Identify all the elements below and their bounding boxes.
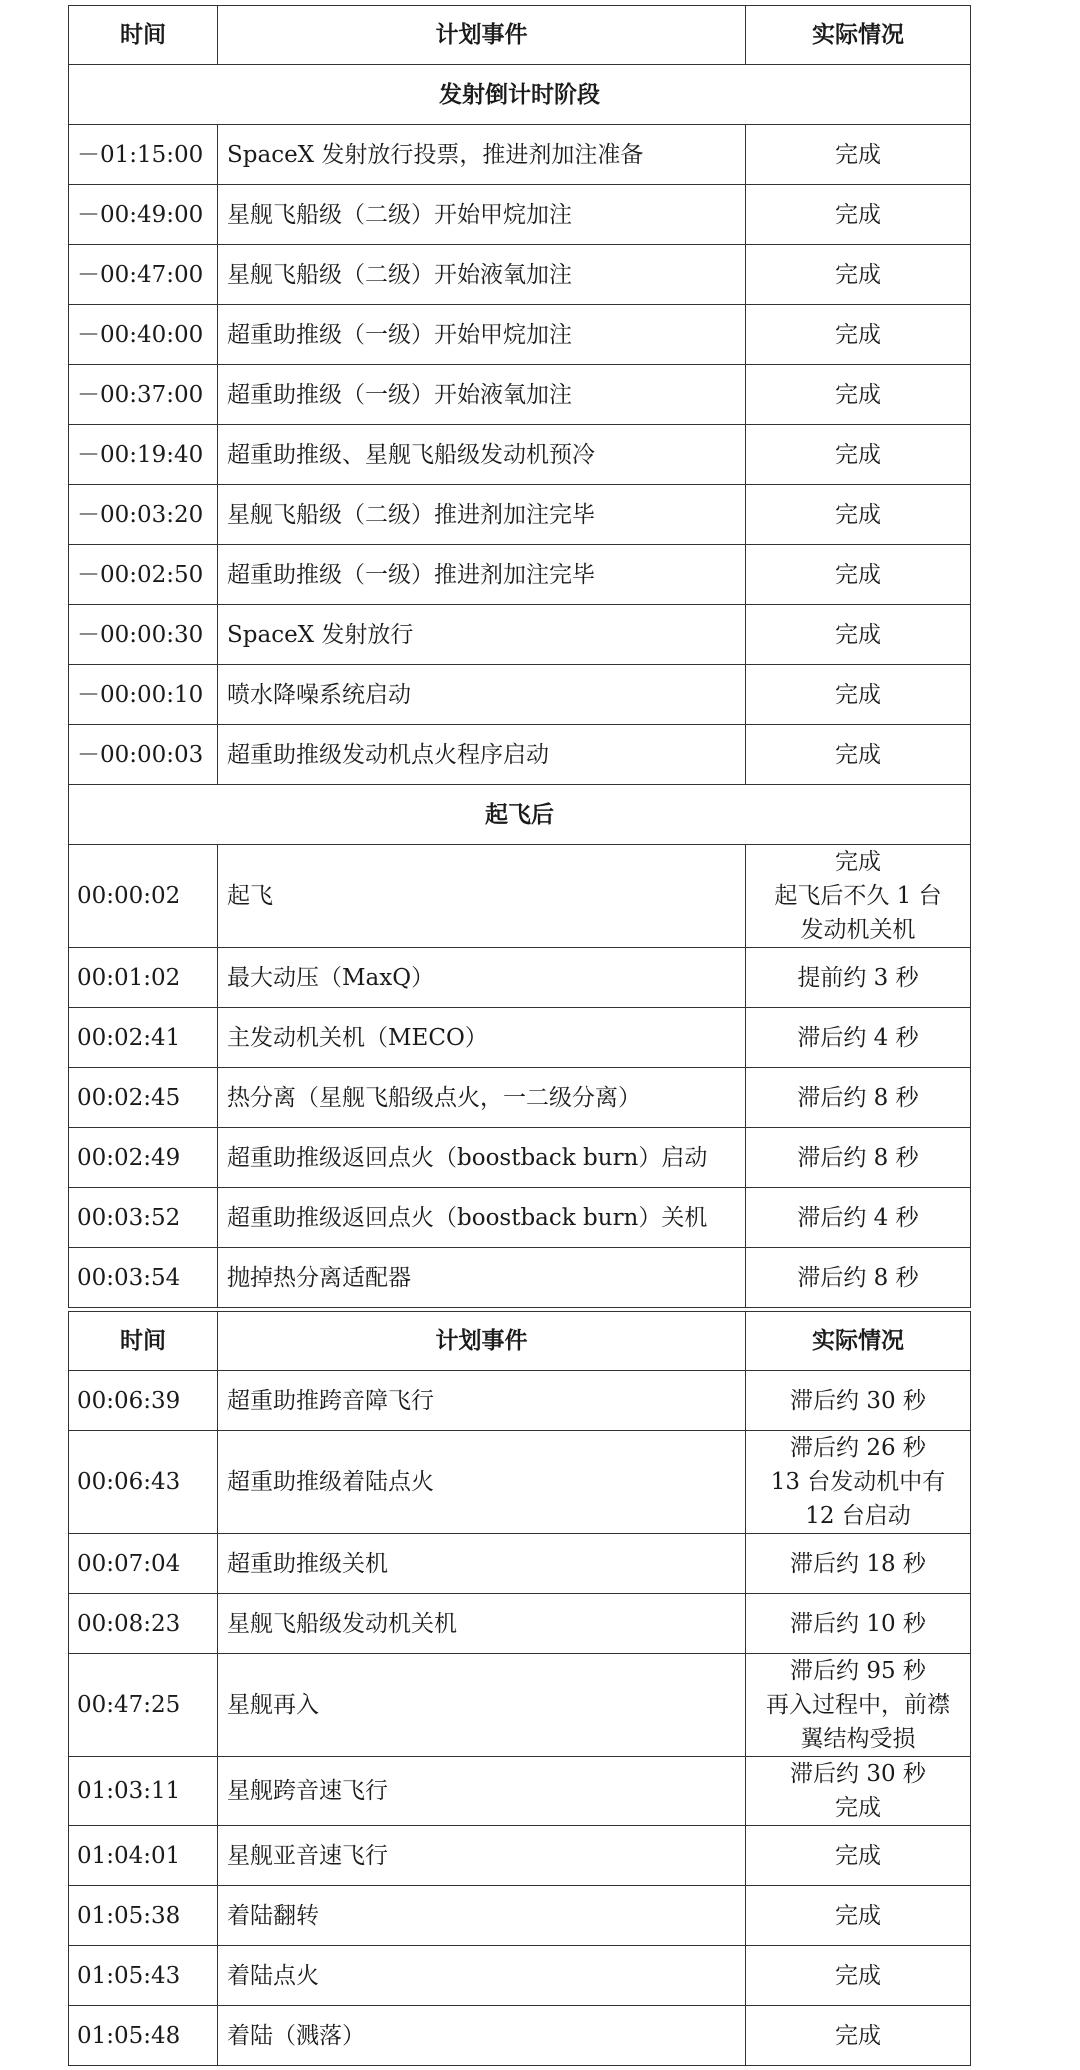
status-line: 滞后约 8 秒 [797, 1084, 919, 1111]
time-cell: －00:00:03 [69, 725, 218, 785]
event-cell: 着陆点火 [218, 1946, 746, 2006]
table-row [69, 2006, 971, 2066]
header-event: 计划事件 [218, 6, 746, 65]
table-row [69, 1534, 971, 1594]
time-cell: 00:00:02 [69, 845, 218, 948]
status-cell [746, 948, 971, 1008]
time-cell: 00:03:54 [69, 1248, 218, 1308]
table-row [69, 1654, 971, 1757]
status-line: 滞后约 30 秒 [790, 1761, 926, 1787]
status-cell [746, 1594, 971, 1654]
event-cell: 着陆翻转 [218, 1886, 746, 1946]
header-status: 实际情况 [746, 6, 971, 65]
table-row [69, 485, 971, 545]
status-cell [746, 1248, 971, 1308]
event-cell: 超重助推级（一级）开始液氧加注 [218, 365, 746, 425]
status-line: 完成 [835, 741, 881, 768]
table-row [69, 1946, 971, 2006]
time-cell: 00:06:39 [69, 1371, 218, 1431]
status-cell [746, 485, 971, 545]
status-line: 完成 [835, 621, 881, 648]
time-cell: －00:40:00 [69, 305, 218, 365]
event-cell: 抛掉热分离适配器 [218, 1248, 746, 1308]
time-cell: －00:03:20 [69, 485, 218, 545]
status-line: 12 台启动 [805, 1503, 911, 1529]
table-row [69, 1008, 971, 1068]
event-cell: 超重助推级、星舰飞船级发动机预冷 [218, 425, 746, 485]
status-cell [746, 845, 971, 948]
status-cell [746, 245, 971, 305]
status-cell [746, 425, 971, 485]
event-cell: 星舰亚音速飞行 [218, 1826, 746, 1886]
table-row [69, 185, 971, 245]
section-row-after-liftoff [69, 785, 971, 845]
status-cell [746, 545, 971, 605]
event-cell: 超重助推级（一级）推进剂加注完毕 [218, 545, 746, 605]
header-status: 实际情况 [746, 1312, 971, 1371]
header-time: 时间 [69, 1312, 218, 1371]
section-row-countdown [69, 65, 971, 125]
status-cell [746, 1128, 971, 1188]
status-cell [746, 305, 971, 365]
time-cell: 00:03:52 [69, 1188, 218, 1248]
status-cell [746, 1534, 971, 1594]
status-cell [746, 1946, 971, 2006]
table-row [69, 605, 971, 665]
status-line: 滞后约 4 秒 [797, 1204, 919, 1231]
status-line: 完成 [835, 201, 881, 228]
status-line: 完成 [835, 681, 881, 708]
event-cell: 最大动压（MaxQ） [218, 948, 746, 1008]
header-event: 计划事件 [218, 1312, 746, 1371]
status-line: 13 台发动机中有 [770, 1469, 946, 1495]
event-cell: 着陆（溅落） [218, 2006, 746, 2066]
status-line: 完成 [835, 321, 881, 348]
status-line: 发动机关机 [800, 917, 916, 943]
status-cell [746, 365, 971, 425]
event-cell: 超重助推级（一级）开始甲烷加注 [218, 305, 746, 365]
status-line: 再入过程中，前襟 [766, 1692, 950, 1718]
status-cell [746, 2006, 971, 2066]
time-cell: 01:05:43 [69, 1946, 218, 2006]
event-cell: SpaceX 发射放行投票，推进剂加注准备 [218, 125, 746, 185]
time-cell: 00:07:04 [69, 1534, 218, 1594]
time-cell: －00:02:50 [69, 545, 218, 605]
time-cell: 01:03:11 [69, 1757, 218, 1826]
time-cell: －00:00:30 [69, 605, 218, 665]
header-time: 时间 [69, 6, 218, 65]
status-cell [746, 725, 971, 785]
table-row [69, 245, 971, 305]
event-cell: 星舰再入 [218, 1654, 746, 1757]
event-cell: 超重助推级着陆点火 [218, 1431, 746, 1534]
status-line: 滞后约 8 秒 [797, 1264, 919, 1291]
table-row [69, 1068, 971, 1128]
status-line: 滞后约 26 秒 [790, 1435, 926, 1461]
table-row [69, 1826, 971, 1886]
time-cell: －00:19:40 [69, 425, 218, 485]
status-line: 提前约 3 秒 [797, 964, 919, 991]
time-cell: 01:05:48 [69, 2006, 218, 2066]
table-row [69, 845, 971, 948]
table-row [69, 1371, 971, 1431]
status-line: 完成 [835, 1795, 881, 1821]
table-row [69, 365, 971, 425]
event-cell: 星舰飞船级发动机关机 [218, 1594, 746, 1654]
event-cell: 超重助推级关机 [218, 1534, 746, 1594]
status-line: 翼结构受损 [800, 1726, 916, 1752]
time-cell: －00:49:00 [69, 185, 218, 245]
time-cell: －01:15:00 [69, 125, 218, 185]
table-row [69, 305, 971, 365]
table-row [69, 1594, 971, 1654]
event-cell: 星舰飞船级（二级）推进剂加注完毕 [218, 485, 746, 545]
status-line: 完成 [835, 849, 881, 875]
status-line: 滞后约 10 秒 [790, 1610, 926, 1637]
time-cell: 00:02:49 [69, 1128, 218, 1188]
time-cell: 00:02:41 [69, 1008, 218, 1068]
section-title: 起飞后 [69, 785, 971, 845]
status-line: 完成 [835, 1842, 881, 1869]
status-line: 完成 [835, 501, 881, 528]
status-line: 完成 [835, 1902, 881, 1929]
time-cell: 01:05:38 [69, 1886, 218, 1946]
status-line: 完成 [835, 261, 881, 288]
status-cell [746, 1886, 971, 1946]
section-title: 发射倒计时阶段 [69, 65, 971, 125]
status-line: 滞后约 30 秒 [790, 1387, 926, 1414]
status-cell [746, 1431, 971, 1534]
status-line: 完成 [835, 441, 881, 468]
status-line: 完成 [835, 2022, 881, 2049]
event-cell: 超重助推级返回点火（boostback burn）关机 [218, 1188, 746, 1248]
time-cell: 00:06:43 [69, 1431, 218, 1534]
status-cell [746, 1008, 971, 1068]
event-cell: 星舰飞船级（二级）开始甲烷加注 [218, 185, 746, 245]
events-table-part-1 [68, 5, 971, 1308]
time-cell: －00:37:00 [69, 365, 218, 425]
event-cell: 超重助推级发动机点火程序启动 [218, 725, 746, 785]
time-cell: 00:02:45 [69, 1068, 218, 1128]
status-cell [746, 185, 971, 245]
status-line: 完成 [835, 141, 881, 168]
event-cell: 超重助推跨音障飞行 [218, 1371, 746, 1431]
status-line: 完成 [835, 561, 881, 588]
event-cell: 超重助推级返回点火（boostback burn）启动 [218, 1128, 746, 1188]
table-row [69, 725, 971, 785]
event-cell: 主发动机关机（MECO） [218, 1008, 746, 1068]
status-line: 滞后约 18 秒 [790, 1550, 926, 1577]
status-line: 起飞后不久 1 台 [774, 883, 942, 909]
event-cell: 喷水降噪系统启动 [218, 665, 746, 725]
status-line: 完成 [835, 381, 881, 408]
time-cell: －00:47:00 [69, 245, 218, 305]
status-cell [746, 1654, 971, 1757]
table-row [69, 1431, 971, 1534]
table-row [69, 1128, 971, 1188]
table-row [69, 425, 971, 485]
status-line: 完成 [835, 1962, 881, 1989]
table-row [69, 125, 971, 185]
status-cell [746, 665, 971, 725]
status-cell [746, 605, 971, 665]
table-row [69, 1248, 971, 1308]
status-cell [746, 125, 971, 185]
event-cell: 星舰飞船级（二级）开始液氧加注 [218, 245, 746, 305]
event-cell: 热分离（星舰飞船级点火，一二级分离） [218, 1068, 746, 1128]
header-row [69, 6, 971, 65]
time-cell: －00:00:10 [69, 665, 218, 725]
events-table-part-2 [68, 1311, 971, 2066]
status-cell [746, 1826, 971, 1886]
time-cell: 00:08:23 [69, 1594, 218, 1654]
status-cell [746, 1068, 971, 1128]
table-row [69, 545, 971, 605]
table-row [69, 1188, 971, 1248]
table-row [69, 1757, 971, 1826]
header-row [69, 1312, 971, 1371]
status-line: 滞后约 4 秒 [797, 1024, 919, 1051]
time-cell: 01:04:01 [69, 1826, 218, 1886]
status-cell [746, 1371, 971, 1431]
table-row [69, 948, 971, 1008]
table-row [69, 1886, 971, 1946]
event-cell: SpaceX 发射放行 [218, 605, 746, 665]
time-cell: 00:01:02 [69, 948, 218, 1008]
status-line: 滞后约 8 秒 [797, 1144, 919, 1171]
table-row [69, 665, 971, 725]
time-cell: 00:47:25 [69, 1654, 218, 1757]
status-line: 滞后约 95 秒 [790, 1658, 926, 1684]
event-cell: 星舰跨音速飞行 [218, 1757, 746, 1826]
status-cell [746, 1188, 971, 1248]
event-cell: 起飞 [218, 845, 746, 948]
status-cell [746, 1757, 971, 1826]
